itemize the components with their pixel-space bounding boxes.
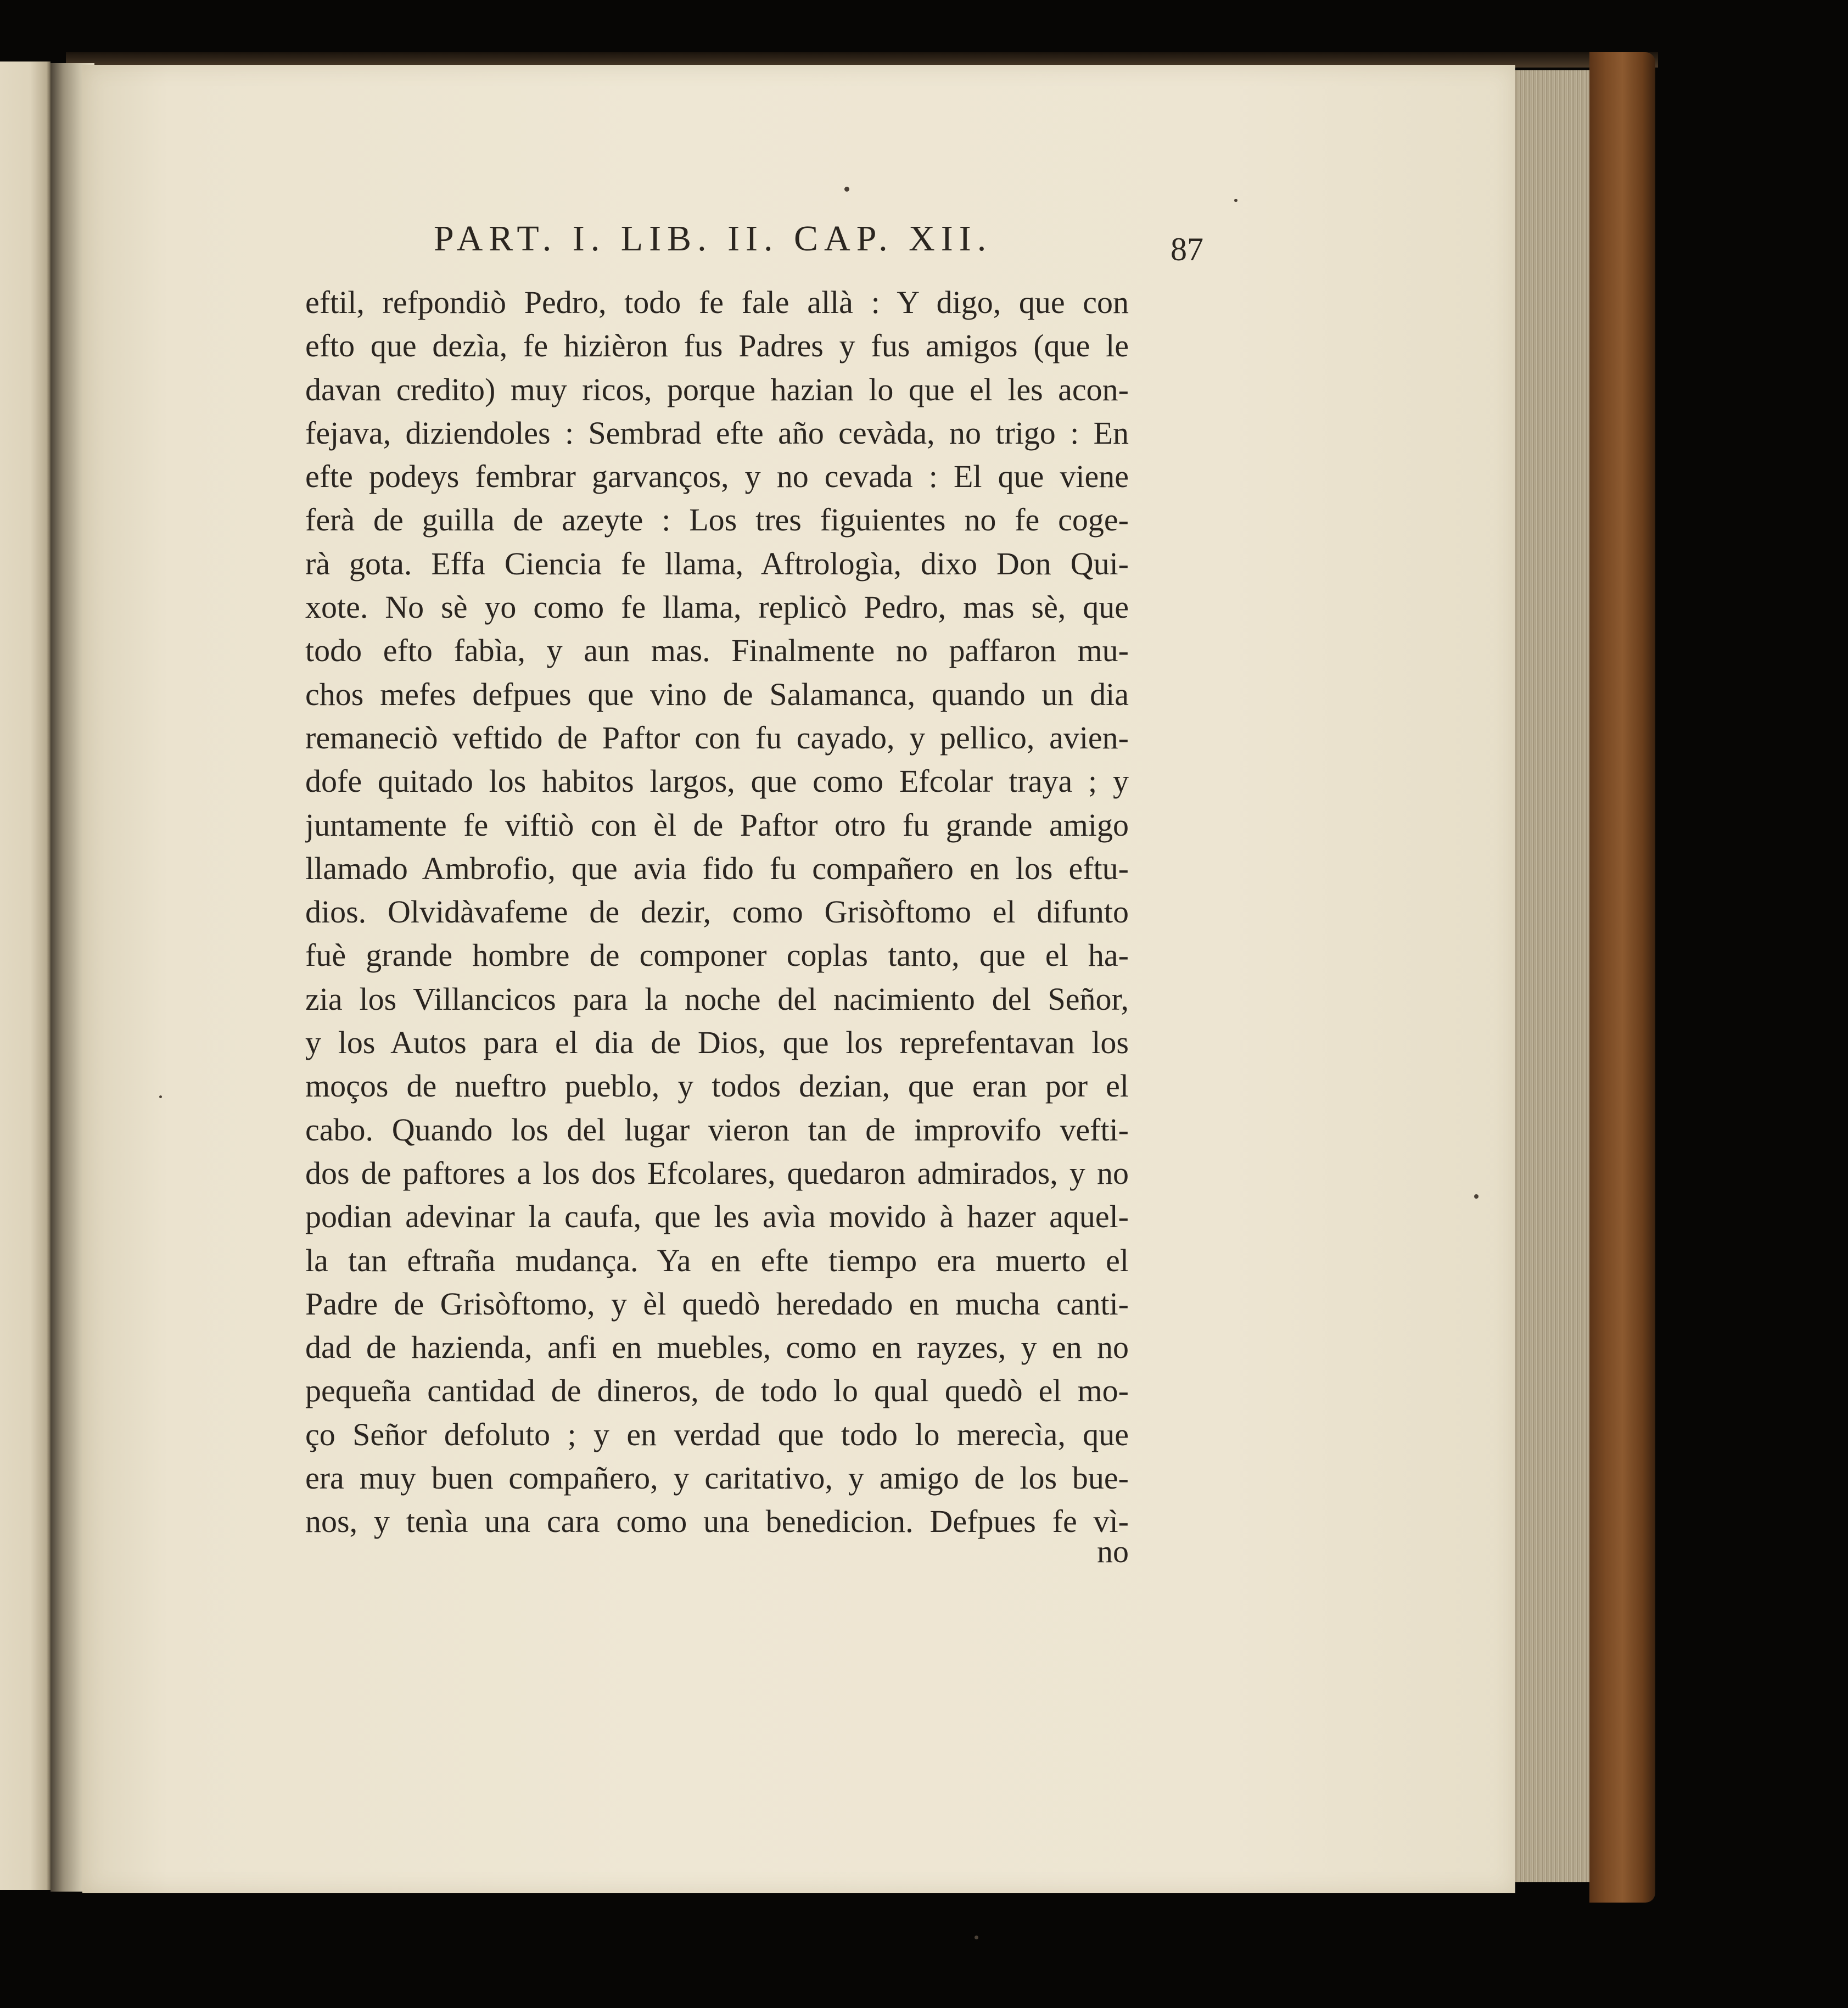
paper-speck (159, 1095, 162, 1098)
text-line: podian adevinar la caufa, que les avìa movido à hazer aquel- (305, 1199, 1129, 1235)
text-line: davan credito) muy ricos, porque hazian lo que el les acon- (305, 371, 1129, 407)
text-line: remaneciò veftido de Paftor con fu cayado, y pellico, avien- (305, 719, 1129, 756)
text-line: pequeña cantidad de dineros, de todo lo qual quedò el mo- (305, 1373, 1129, 1409)
text-line: chos mefes defpues que vino de Salamanca, quando un dia (305, 676, 1129, 712)
text-line: y los Autos para el dia de Dios, que los reprefentavan los (305, 1025, 1129, 1061)
text-line: dios. Olvidàvafeme de dezir, como Grisòftomo el difunto (305, 894, 1129, 930)
text-line: todo efto fabìa, y aun mas. Finalmente no paffaron mu- (305, 633, 1129, 669)
text-line: fuè grande hombre de componer coplas tanto, que el ha- (305, 937, 1129, 974)
text-line: la tan eftraña mudança. Ya en efte tiempo era muerto el (305, 1242, 1129, 1278)
text-line: ço Señor defoluto ; y en verdad que todo lo merecìa, que (305, 1416, 1129, 1452)
text-line: zia los Villancicos para la noche del nacimiento del Señor, (305, 981, 1129, 1017)
text-line: fejava, diziendoles : Sembrad efte año cevàda, no trigo : En (305, 415, 1129, 451)
text-line: moços de nueftro pueblo, y todos dezian, que eran por el (305, 1068, 1129, 1104)
text-line: efte podeys fembrar garvanços, y no cevada : El que viene (305, 458, 1129, 495)
text-line: juntamente fe viftiò con èl de Paftor otro fu grande amigo (305, 807, 1129, 843)
text-line: rà gota. Effa Ciencia fe llama, Aftrologìa, dixo Don Qui- (305, 545, 1129, 581)
paper-speck (1474, 1194, 1479, 1199)
leather-cover (1589, 52, 1655, 1903)
text-line: nos, y tenìa una cara como una benedicion. Defpues fe vì- (305, 1503, 1129, 1540)
text-line: efto que dezìa, fe hizièron fus Padres y fus amigos (que le (305, 328, 1129, 364)
text-line: llamado Ambrofio, que avia fido fu compañero en los eftu- (305, 850, 1129, 886)
running-head: PART. I. LIB. II. CAP. XII. (434, 219, 993, 259)
text-line: eftil, refpondiò Pedro, todo fe fale allà : Y digo, que con (305, 284, 1129, 320)
body-text (305, 281, 1129, 1543)
text-line: xote. No sè yo como fe llama, replicò Pedro, mas sè, que (305, 589, 1129, 625)
text-line: ferà de guilla de azeyte : Los tres figuientes no fe coge- (305, 502, 1129, 538)
text-line: Padre de Grisòftomo, y èl quedò heredado en mucha canti- (305, 1285, 1129, 1322)
paper-speck (1234, 199, 1237, 202)
text-line: dad de hazienda, anfi en muebles, como en rayzes, y en no (305, 1329, 1129, 1366)
text-line: dofe quitado los habitos largos, que como Efcolar traya ; y (305, 763, 1129, 799)
catchword: no (1097, 1534, 1129, 1569)
facing-page-edge (0, 61, 51, 1890)
text-line: cabo. Quando los del lugar vieron tan de improvifo vefti- (305, 1111, 1129, 1148)
text-line: era muy buen compañero, y caritativo, y amigo de los bue- (305, 1460, 1129, 1496)
text-line: dos de paftores a los dos Efcolares, quedaron admirados, y no (305, 1155, 1129, 1191)
paper-speck (975, 1936, 978, 1939)
page-number: 87 (1171, 231, 1203, 267)
paper-speck (844, 187, 849, 192)
page-fore-edge (1513, 70, 1589, 1882)
